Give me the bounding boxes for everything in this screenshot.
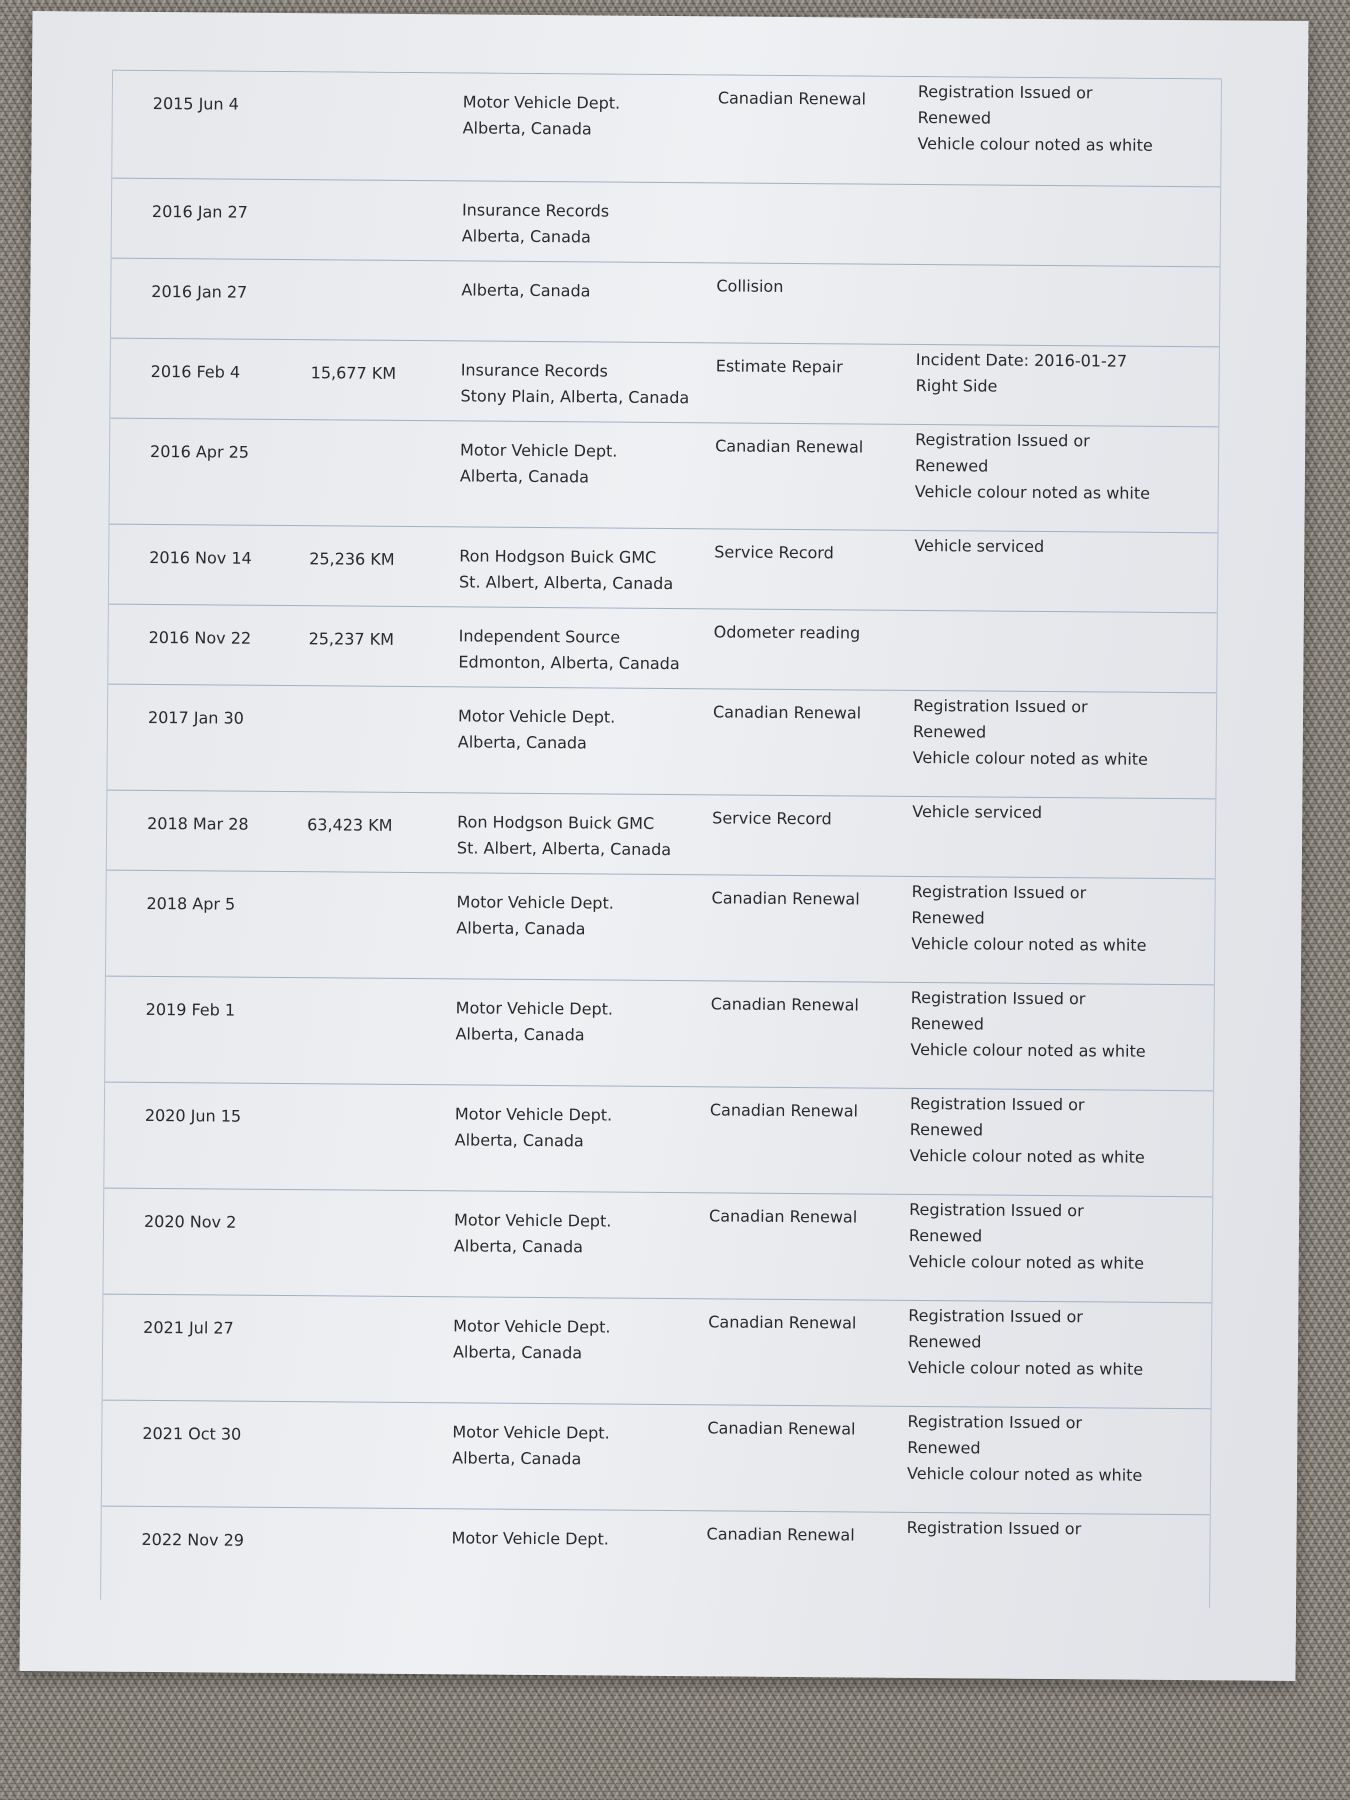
record-source bbox=[455, 979, 711, 1086]
comment-line: Vehicle colour noted as white bbox=[909, 1145, 1145, 1167]
record-source bbox=[457, 687, 713, 794]
date-text: 2018 Mar 28 bbox=[147, 813, 249, 834]
source-line: Alberta, Canada bbox=[452, 1448, 582, 1469]
record-details bbox=[711, 875, 912, 982]
date-text: 2017 Jan 30 bbox=[147, 707, 244, 728]
record-odometer bbox=[303, 1190, 454, 1296]
comment-line: Vehicle colour noted as white bbox=[912, 747, 1149, 769]
record-date bbox=[112, 71, 313, 180]
record-comments bbox=[909, 1089, 1213, 1196]
source-line: Motor Vehicle Dept. bbox=[456, 892, 614, 913]
record-details bbox=[717, 75, 918, 184]
record-source bbox=[453, 1297, 709, 1404]
table-row bbox=[110, 338, 1219, 427]
table-row bbox=[103, 1188, 1212, 1303]
record-comments bbox=[916, 265, 1220, 346]
record-odometer bbox=[311, 260, 462, 340]
source-line: Alberta, Canada bbox=[455, 1024, 585, 1045]
record-details bbox=[708, 1193, 909, 1300]
odometer-text bbox=[302, 1528, 452, 1529]
comment-line: Renewed bbox=[907, 1437, 981, 1458]
date-text: 2022 Nov 29 bbox=[141, 1529, 245, 1550]
comment-line: Right Side bbox=[915, 375, 998, 396]
comment-line: Registration Issued or bbox=[909, 1093, 1085, 1115]
comment-line: Registration Issued or bbox=[908, 1305, 1083, 1327]
record-odometer bbox=[312, 180, 463, 260]
source-line: Ron Hodgson Buick GMC bbox=[457, 812, 655, 833]
comment-line: Vehicle serviced bbox=[912, 801, 1043, 822]
record-comments bbox=[907, 1407, 1211, 1514]
record-details bbox=[713, 609, 914, 690]
source-line: Ron Hodgson Buick GMC bbox=[459, 546, 657, 567]
comment-line: Renewed bbox=[908, 1225, 983, 1246]
record-date bbox=[104, 1083, 305, 1190]
source-line: St. Albert, Alberta, Canada bbox=[456, 838, 672, 860]
comment-line: Registration Issued or bbox=[915, 429, 1090, 451]
details-text: Odometer reading bbox=[713, 622, 861, 643]
table-row bbox=[110, 418, 1219, 533]
record-comments bbox=[915, 345, 1219, 426]
date-text: 2021 Jul 27 bbox=[143, 1317, 234, 1338]
source-line: Motor Vehicle Dept. bbox=[457, 706, 616, 727]
details-text: Canadian Renewal bbox=[712, 702, 862, 723]
date-text: 2015 Jun 4 bbox=[152, 93, 239, 114]
odometer-text: 25,236 KM bbox=[309, 549, 395, 569]
odometer-text bbox=[305, 1104, 455, 1105]
record-date bbox=[110, 419, 311, 526]
table-row bbox=[104, 1082, 1213, 1197]
table-row bbox=[112, 178, 1221, 267]
comment-line: Registration Issued or bbox=[910, 987, 1086, 1009]
record-comments bbox=[912, 691, 1216, 798]
record-details bbox=[708, 1299, 909, 1406]
source-line: Alberta, Canada bbox=[454, 1130, 584, 1151]
details-text: Canadian Renewal bbox=[707, 1418, 856, 1439]
comment-line: Renewed bbox=[914, 455, 989, 476]
record-date bbox=[109, 525, 310, 606]
record-date bbox=[103, 1295, 304, 1402]
record-date bbox=[110, 339, 311, 420]
source-line: Insurance Records bbox=[460, 360, 609, 381]
record-details bbox=[706, 1511, 906, 1572]
details-text bbox=[717, 193, 917, 195]
record-odometer bbox=[302, 1402, 453, 1508]
table-row bbox=[107, 790, 1216, 879]
record-details bbox=[715, 343, 916, 424]
table-row bbox=[103, 1294, 1212, 1409]
record-source bbox=[460, 341, 716, 422]
comment-line: Vehicle colour noted as white bbox=[914, 481, 1151, 503]
source-line: Motor Vehicle Dept. bbox=[452, 1422, 610, 1443]
record-odometer bbox=[303, 1296, 454, 1402]
details-text: Estimate Repair bbox=[715, 356, 843, 377]
table-row bbox=[106, 870, 1215, 985]
comment-line: Vehicle colour noted as white bbox=[908, 1251, 1145, 1273]
source-line: Motor Vehicle Dept. bbox=[460, 440, 618, 461]
record-source bbox=[461, 261, 717, 342]
record-date bbox=[112, 179, 313, 260]
record-odometer bbox=[308, 606, 459, 686]
record-comments bbox=[914, 531, 1218, 612]
record-comments bbox=[917, 77, 1221, 186]
odometer-text bbox=[307, 892, 457, 893]
comment-line: Registration Issued or bbox=[911, 881, 1087, 903]
record-date bbox=[108, 605, 309, 686]
record-details bbox=[712, 689, 913, 796]
source-line: St. Albert, Alberta, Canada bbox=[458, 572, 674, 594]
date-text: 2016 Nov 22 bbox=[148, 627, 252, 648]
details-text: Canadian Renewal bbox=[717, 88, 867, 109]
source-line: Motor Vehicle Dept. bbox=[454, 1104, 613, 1125]
source-line: Motor Vehicle Dept. bbox=[455, 998, 614, 1019]
record-source bbox=[458, 607, 714, 688]
record-source bbox=[462, 73, 718, 182]
record-source bbox=[453, 1191, 709, 1298]
odometer-text bbox=[306, 998, 456, 999]
details-text: Collision bbox=[716, 276, 784, 296]
details-text: Canadian Renewal bbox=[711, 888, 860, 909]
record-source bbox=[457, 793, 713, 874]
odometer-text bbox=[304, 1210, 454, 1211]
record-date bbox=[102, 1401, 303, 1508]
record-odometer bbox=[307, 792, 458, 872]
record-comments bbox=[906, 1513, 1209, 1574]
table-row bbox=[102, 1400, 1211, 1515]
date-text: 2019 Feb 1 bbox=[145, 999, 236, 1020]
history-rows bbox=[101, 70, 1221, 1575]
details-text: Canadian Renewal bbox=[709, 1100, 859, 1121]
record-details bbox=[707, 1405, 908, 1512]
comment-line: Renewed bbox=[908, 1331, 982, 1352]
comment-line: Renewed bbox=[917, 107, 992, 128]
details-text: Canadian Renewal bbox=[708, 1312, 857, 1333]
comment-line: Incident Date: 2016-01-27 bbox=[915, 349, 1128, 371]
details-text: Service Record bbox=[714, 542, 834, 563]
record-date bbox=[101, 1507, 301, 1568]
source-line: Alberta, Canada bbox=[461, 280, 591, 301]
source-line: Alberta, Canada bbox=[459, 466, 590, 487]
odometer-text bbox=[312, 200, 462, 201]
record-odometer bbox=[306, 872, 457, 978]
comment-line: Registration Issued or bbox=[913, 695, 1088, 717]
comment-line: Vehicle colour noted as white bbox=[907, 1357, 1144, 1379]
odometer-text bbox=[308, 706, 458, 707]
comment-line: Renewed bbox=[912, 721, 987, 742]
odometer-text: 15,677 KM bbox=[310, 363, 397, 383]
odometer-text bbox=[310, 440, 460, 441]
printed-page bbox=[20, 11, 1309, 1681]
source-line: Motor Vehicle Dept. bbox=[453, 1210, 612, 1231]
comment-line: Vehicle colour noted as white bbox=[917, 133, 1153, 155]
record-odometer bbox=[309, 526, 460, 606]
record-date bbox=[111, 259, 312, 340]
source-line: Independent Source bbox=[458, 626, 621, 647]
record-date bbox=[106, 871, 307, 978]
date-text: 2016 Nov 14 bbox=[149, 547, 252, 568]
vehicle-history-table bbox=[100, 70, 1222, 1609]
source-line: Motor Vehicle Dept. bbox=[462, 92, 621, 113]
record-details bbox=[712, 795, 913, 876]
record-comments bbox=[908, 1301, 1212, 1408]
comment-line: Vehicle colour noted as white bbox=[910, 1039, 1146, 1061]
comment-line: Vehicle colour noted as white bbox=[911, 933, 1147, 955]
record-details bbox=[716, 263, 917, 344]
source-line: Alberta, Canada bbox=[462, 118, 592, 139]
date-text: 2020 Nov 2 bbox=[143, 1211, 237, 1232]
date-text: 2018 Apr 5 bbox=[146, 893, 236, 914]
source-line: Motor Vehicle Dept. bbox=[451, 1528, 609, 1549]
comment-line: Registration Issued or bbox=[917, 81, 1093, 103]
source-line: Alberta, Canada bbox=[461, 226, 591, 247]
record-date bbox=[103, 1189, 304, 1296]
record-source bbox=[462, 181, 718, 262]
record-details bbox=[709, 1087, 910, 1194]
record-comments bbox=[917, 185, 1221, 266]
source-line: Insurance Records bbox=[461, 200, 610, 221]
odometer-text bbox=[302, 1422, 452, 1423]
odometer-text: 25,237 KM bbox=[308, 629, 395, 649]
odometer-text bbox=[303, 1316, 453, 1317]
details-text: Canadian Renewal bbox=[706, 1524, 855, 1545]
table-row bbox=[112, 70, 1221, 187]
source-line: Alberta, Canada bbox=[456, 918, 586, 939]
record-details bbox=[714, 529, 915, 610]
table-row bbox=[109, 524, 1218, 613]
details-text: Canadian Renewal bbox=[709, 1206, 858, 1227]
record-date bbox=[105, 977, 306, 1084]
table-row bbox=[111, 258, 1220, 347]
source-line: Motor Vehicle Dept. bbox=[453, 1316, 611, 1337]
comment-line: Renewed bbox=[909, 1119, 984, 1140]
record-comments bbox=[910, 983, 1214, 1090]
comment-line: Registration Issued or bbox=[906, 1517, 1082, 1539]
date-text: 2016 Jan 27 bbox=[151, 281, 248, 302]
details-text: Canadian Renewal bbox=[715, 436, 864, 457]
record-source bbox=[451, 1509, 706, 1570]
record-comments bbox=[913, 611, 1217, 692]
comment-line: Renewed bbox=[911, 907, 985, 928]
record-source bbox=[456, 873, 712, 980]
source-line: Stony Plain, Alberta, Canada bbox=[460, 386, 690, 408]
comment-line: Vehicle serviced bbox=[914, 535, 1045, 556]
source-line: Alberta, Canada bbox=[452, 1342, 583, 1363]
date-text: 2021 Oct 30 bbox=[142, 1423, 242, 1444]
date-text: 2020 Jun 15 bbox=[144, 1105, 242, 1126]
source-line: Alberta, Canada bbox=[457, 732, 587, 753]
comment-line: Registration Issued or bbox=[909, 1199, 1084, 1221]
record-odometer bbox=[301, 1508, 451, 1568]
odometer-text: 63,423 KM bbox=[307, 815, 393, 835]
comment-line: Renewed bbox=[910, 1013, 984, 1034]
record-odometer bbox=[304, 1084, 455, 1190]
record-comments bbox=[912, 797, 1216, 878]
details-text: Service Record bbox=[712, 808, 832, 829]
source-line: Edmonton, Alberta, Canada bbox=[458, 652, 680, 674]
table-row bbox=[107, 684, 1216, 799]
table-row bbox=[101, 1506, 1209, 1575]
odometer-text bbox=[313, 92, 463, 93]
record-source bbox=[454, 1085, 710, 1192]
record-comments bbox=[911, 877, 1215, 984]
comment-line: Vehicle colour noted as white bbox=[907, 1463, 1143, 1485]
date-text: 2016 Jan 27 bbox=[151, 201, 248, 222]
record-details bbox=[717, 183, 918, 264]
date-text: 2016 Feb 4 bbox=[150, 361, 241, 382]
record-date bbox=[107, 685, 308, 792]
details-text: Canadian Renewal bbox=[710, 994, 859, 1015]
record-odometer bbox=[305, 978, 456, 1084]
record-odometer bbox=[307, 686, 458, 792]
source-line: Alberta, Canada bbox=[453, 1236, 584, 1257]
record-odometer bbox=[312, 72, 463, 180]
date-text: 2016 Apr 25 bbox=[150, 441, 250, 462]
table-row bbox=[105, 976, 1214, 1091]
record-details bbox=[714, 423, 915, 530]
record-odometer bbox=[310, 340, 461, 420]
record-source bbox=[459, 527, 715, 608]
record-comments bbox=[914, 425, 1218, 532]
record-details bbox=[710, 981, 911, 1088]
record-date bbox=[107, 791, 308, 872]
odometer-text bbox=[311, 280, 461, 281]
comment-line: Registration Issued or bbox=[907, 1411, 1083, 1433]
record-odometer bbox=[310, 420, 461, 526]
record-source bbox=[460, 421, 716, 528]
record-source bbox=[452, 1403, 708, 1510]
record-comments bbox=[908, 1195, 1212, 1302]
table-row bbox=[108, 604, 1217, 693]
